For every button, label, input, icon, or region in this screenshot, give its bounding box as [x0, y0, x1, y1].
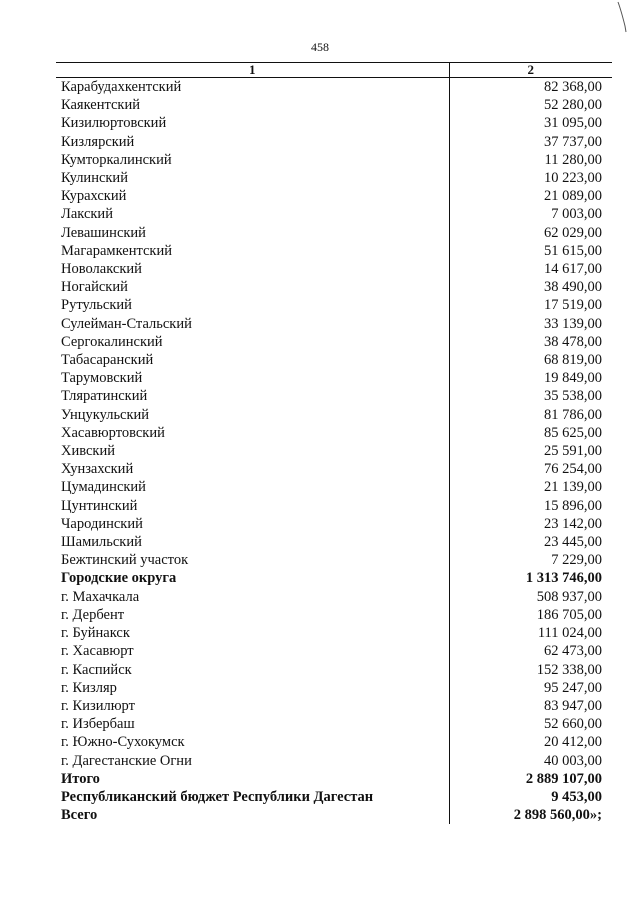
row-name: Сулейман-Стальский: [56, 315, 449, 333]
row-name: г. Южно-Сухокумск: [56, 733, 449, 751]
row-name: Новолакский: [56, 260, 449, 278]
row-name: Цумадинский: [56, 478, 449, 496]
row-name: г. Буйнакск: [56, 624, 449, 642]
table-row: [56, 788, 612, 806]
table-row: [56, 187, 612, 205]
table-row: [56, 515, 612, 533]
table-row: [56, 114, 612, 132]
row-amount: 40 003,00: [544, 752, 602, 769]
row-amount: 23 445,00: [544, 534, 602, 551]
row-name: Республиканский бюджет Республики Дагестан: [56, 788, 449, 806]
table-row: [56, 478, 612, 496]
row-amount: 76 254,00: [544, 461, 602, 478]
row-name: г. Кизилюрт: [56, 697, 449, 715]
row-amount: 68 819,00: [544, 352, 602, 369]
row-amount: 95 247,00: [544, 679, 602, 696]
row-amount: 7 229,00: [551, 552, 602, 569]
row-name: Каякентский: [56, 96, 449, 114]
row-amount: 152 338,00: [536, 661, 602, 678]
table-header-row: [56, 63, 612, 78]
table-row: [56, 296, 612, 314]
table-row: [56, 278, 612, 296]
row-amount: 81 786,00: [544, 406, 602, 423]
row-name: г. Дагестанские Огни: [56, 752, 449, 770]
row-amount: 1 313 746,00: [525, 570, 602, 587]
table-row: [56, 424, 612, 442]
row-name: г. Хасавюрт: [56, 642, 449, 660]
row-name: Сергокалинский: [56, 333, 449, 351]
row-amount: 52 280,00: [544, 97, 602, 114]
table-row: [56, 333, 612, 351]
table-row: [56, 205, 612, 223]
table-row: [56, 242, 612, 260]
row-amount: 11 280,00: [544, 151, 602, 168]
row-name: Тарумовский: [56, 369, 449, 387]
row-amount: 2 898 560,00»;: [513, 807, 602, 824]
row-name: Городские округа: [56, 569, 449, 587]
table-row: [56, 133, 612, 151]
table-row: [56, 606, 612, 624]
row-amount: 21 139,00: [544, 479, 602, 496]
table-row: [56, 679, 612, 697]
row-name: Левашинский: [56, 224, 449, 242]
row-amount: 38 490,00: [544, 279, 602, 296]
row-amount: 7 003,00: [551, 206, 602, 223]
row-amount: 186 705,00: [536, 606, 602, 623]
row-amount: 25 591,00: [544, 443, 602, 460]
row-amount: 9 453,00: [551, 788, 602, 805]
table-row: [56, 624, 612, 642]
table-row: [56, 752, 612, 770]
table-row: [56, 224, 612, 242]
row-name: Хивский: [56, 442, 449, 460]
table-row: [56, 551, 612, 569]
row-amount: 15 896,00: [544, 497, 602, 514]
table-row: [56, 169, 612, 187]
row-amount: 111 024,00: [537, 625, 602, 642]
row-amount: 33 139,00: [544, 315, 602, 332]
row-amount: 14 617,00: [544, 261, 602, 278]
table-row: [56, 460, 612, 478]
column-header-1: 1: [56, 63, 449, 78]
row-name: г. Дербент: [56, 606, 449, 624]
row-amount: 21 089,00: [544, 188, 602, 205]
table-row: [56, 661, 612, 679]
row-amount: 20 412,00: [544, 734, 602, 751]
row-name: г. Избербаш: [56, 715, 449, 733]
column-header-2: 2: [449, 63, 612, 78]
row-amount: 52 660,00: [544, 716, 602, 733]
table-row: [56, 406, 612, 424]
row-name: Тляратинский: [56, 387, 449, 405]
table-row: [56, 806, 612, 824]
table-row: [56, 770, 612, 788]
row-amount: 62 029,00: [544, 224, 602, 241]
row-amount: 85 625,00: [544, 424, 602, 441]
row-amount: 35 538,00: [544, 388, 602, 405]
table-row: [56, 78, 612, 97]
row-name: Кизилюртовский: [56, 114, 449, 132]
row-name: Магарамкентский: [56, 242, 449, 260]
row-name: Кумторкалинский: [56, 151, 449, 169]
table-row: [56, 715, 612, 733]
row-amount: 508 937,00: [536, 588, 602, 605]
row-amount: 62 473,00: [544, 643, 602, 660]
budget-allocation-table: [56, 62, 612, 824]
table-row: [56, 533, 612, 551]
table-row: [56, 351, 612, 369]
row-amount: 37 737,00: [544, 133, 602, 150]
row-name: Табасаранский: [56, 351, 449, 369]
row-name: Цунтинский: [56, 497, 449, 515]
table-row: [56, 642, 612, 660]
table-row: [56, 315, 612, 333]
row-name: Ногайский: [56, 278, 449, 296]
table-row: [56, 497, 612, 515]
row-name: Хасавюртовский: [56, 424, 449, 442]
page-number: 458: [311, 40, 329, 54]
row-name: г. Кизляр: [56, 679, 449, 697]
row-name: Унцукульский: [56, 406, 449, 424]
row-amount: 31 095,00: [544, 115, 602, 132]
row-name: Чародинский: [56, 515, 449, 533]
row-name: г. Махачкала: [56, 588, 449, 606]
row-amount: 83 947,00: [544, 697, 602, 714]
table-row: [56, 733, 612, 751]
row-amount: 19 849,00: [544, 370, 602, 387]
row-name: Лакский: [56, 205, 449, 223]
table-row: [56, 442, 612, 460]
table-row: [56, 369, 612, 387]
row-name: Рутульский: [56, 296, 449, 314]
table-body: [56, 78, 612, 825]
table-row: [56, 588, 612, 606]
row-name: Кизлярский: [56, 133, 449, 151]
scan-edge-mark: [616, 0, 630, 34]
row-amount: 17 519,00: [544, 297, 602, 314]
table-row: [56, 96, 612, 114]
row-name: Кулинский: [56, 169, 449, 187]
table-row: [56, 151, 612, 169]
table-row: [56, 260, 612, 278]
row-name: Хунзахский: [56, 460, 449, 478]
row-amount: 38 478,00: [544, 333, 602, 350]
row-amount: 82 368,00: [544, 79, 602, 95]
row-name: Бежтинский участок: [56, 551, 449, 569]
row-name: Всего: [56, 806, 449, 824]
row-name: Итого: [56, 770, 449, 788]
row-name: г. Каспийск: [56, 661, 449, 679]
row-name: Карабудахкентский: [56, 78, 449, 97]
row-amount: 2 889 107,00: [525, 770, 602, 787]
row-amount: 23 142,00: [544, 515, 602, 532]
row-amount: 51 615,00: [544, 242, 602, 259]
row-name: Шамильский: [56, 533, 449, 551]
table-row: [56, 697, 612, 715]
table-row: [56, 387, 612, 405]
row-name: Курахский: [56, 187, 449, 205]
row-amount: 10 223,00: [544, 170, 602, 187]
table-row: [56, 569, 612, 587]
